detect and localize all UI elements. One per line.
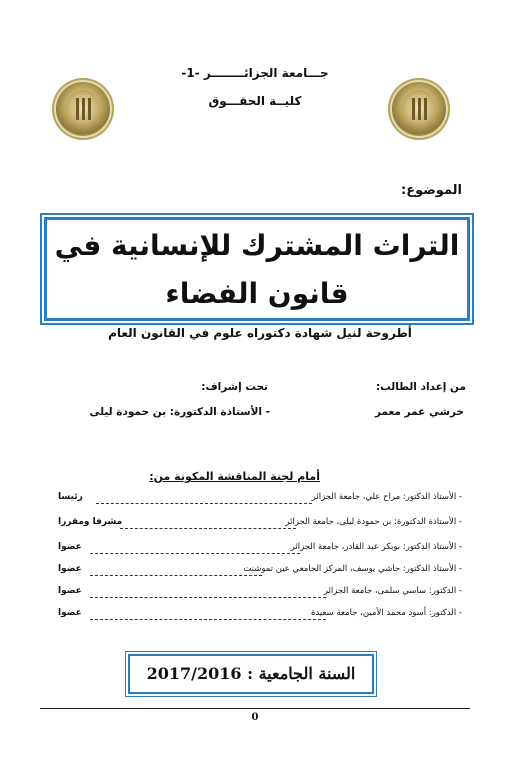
university-name: جـــامعة الجزائــــــــر -1- <box>181 66 329 80</box>
list-item: - الأستاذ الدكتور: مراح علي، جامعة الجزائر رئيسا <box>58 492 462 502</box>
list-item: - الأستاذ الدكتور: حاشي يوسف، المركز الجامعي عين تموشنت عضوا <box>58 564 462 574</box>
dotted-leader <box>96 503 312 504</box>
supervisor-name: - الأستاذة الدكتورة: بن حمودة ليلى <box>89 406 270 418</box>
student-name: خرشي عمر معمر <box>374 406 464 418</box>
dotted-leader <box>120 528 296 529</box>
dotted-leader <box>90 597 326 598</box>
prepared-by-label: من إعداد الطالب: <box>375 381 466 393</box>
subject-label: الموضوع: <box>401 183 462 198</box>
list-item: - الدكتور: ساسي سلمى، جامعة الجزائر عضوا <box>58 586 462 596</box>
footer-rule <box>40 708 470 709</box>
title-box <box>44 217 470 321</box>
university-logo-left <box>52 78 114 140</box>
dotted-leader <box>90 575 262 576</box>
university-logo-right <box>388 78 450 140</box>
thesis-subtitle: أطروحة لنيل شهادة دكتوراه علوم في القانون العام <box>108 326 412 340</box>
dotted-leader <box>90 553 300 554</box>
dotted-leader <box>90 619 326 620</box>
list-item: - الأستاذة الدكتورة: بن حمودة ليلى، جامعة الجزائر مشرفا ومقررا <box>58 517 462 527</box>
faculty-name: كليــة الحقـــوق <box>208 94 302 108</box>
academic-year-box <box>128 654 374 694</box>
thesis-title: التراث المشترك للإنسانية في قانون الفضاء <box>54 229 460 310</box>
list-item: - الأستاذ الدكتور: بوبكر عبد القادر، جامعة الجزائر عضوا <box>58 542 462 552</box>
academic-year: السنة الجامعية : 2017/2016 <box>146 664 356 683</box>
supervision-label: تحت إشراف: <box>201 381 268 393</box>
page-number: 0 <box>251 712 259 723</box>
committee-list <box>58 492 462 620</box>
list-item: - الدكتور: أسود محمد الأمين، جامعة سعيدة عضوا <box>58 608 462 618</box>
committee-title: أمام لجنة المناقشة المكونة من: <box>149 470 320 483</box>
